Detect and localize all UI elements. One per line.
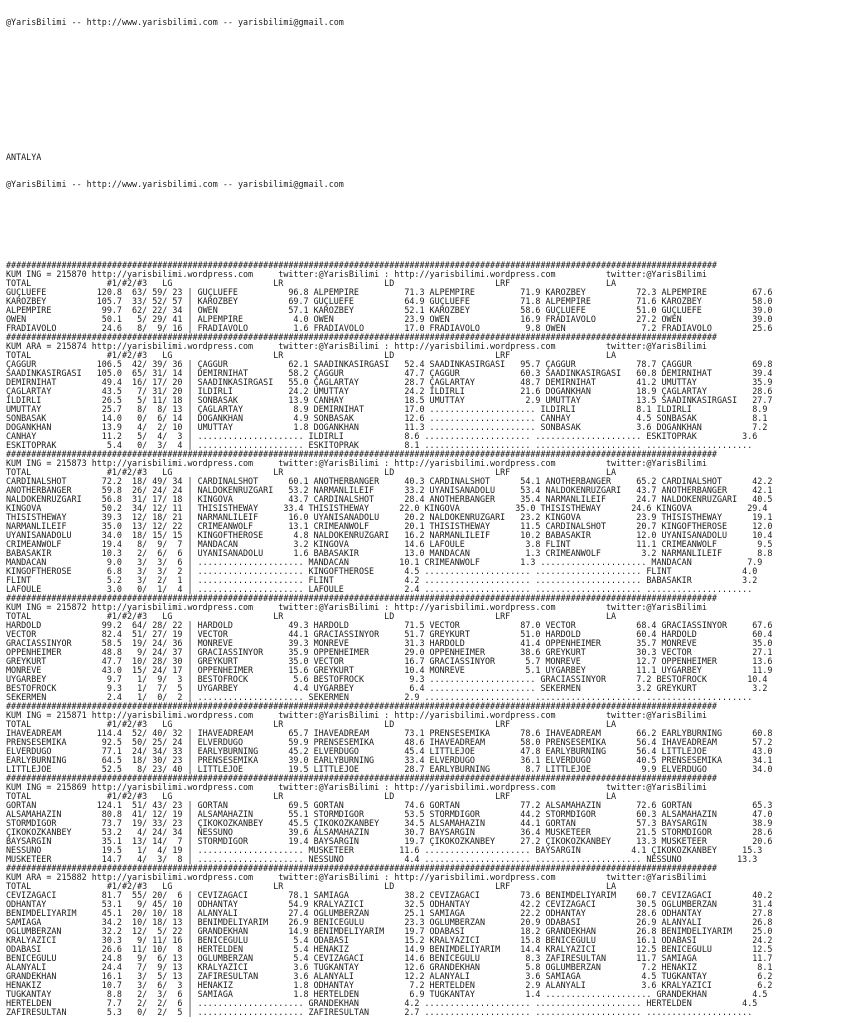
blank-line	[6, 207, 854, 216]
table-row: EARLYBURNING 64.5 18/ 30/ 23 | PRENSESEMIKA 39.0 EARLYBURNING 33.4 ELVERDUGO 36.1 ELVERDUGO 40.5 PRENSESEMIKA 34.1	[6, 756, 773, 765]
race-block	[6, 261, 854, 333]
race-title: KUM ING = 215872 http://yarisbilimi.wordpress.com twitter:@YarisBilimi : http://yarisbilimi.wordpress.com twitter:@YarisBilimi	[6, 603, 707, 612]
table-row: DEMIRNIHAT 49.4 16/ 17/ 20 | SAADINKASIRGASI 55.0 ÇAGLARTAY 28.7 ÇAGLARTAY 48.7 DEMIRNIHAT 41.2 UMUTTAY 35.9	[6, 378, 773, 387]
table-row: SAMIAGA 34.2 10/ 18/ 13 | BENIMDELIYARIM 26.9 BENICEGÜLÜ 23.3 OGLUMBERZAN 20.9 ODABASI 26.9 ALANYALI 26.8	[6, 918, 773, 927]
table-row: UYANISANADOLU 34.0 18/ 15/ 15 | KINGOFTHEROSE 4.8 NALDÖKENRÜZGARI 16.2 NARMANLILEIF 10.2 BABASAKIR 12.0 UYANISANADOLU 10.4	[6, 531, 773, 540]
table-row: HERTELDEN 7.7 2/ 2/ 6 | ..................... GRANDEKHAN 4.2 ..................... ..................... HERTELDEN 4.5	[6, 999, 758, 1008]
table-row: KINGOFTHEROSE 6.8 3/ 3/ 2 | ..................... KINGOFTHEROSE 4.5 ..................... ..................... FLINT 4.0	[6, 567, 758, 576]
table-row: OPPENHEIMER 48.8 9/ 24/ 37 | GRACIASSINYOR 35.9 OPPENHEIMER 29.0 OPPENHEIMER 38.6 GREYKURT 30.3 VECTOR 27.1	[6, 648, 773, 657]
table-row: ODHANTAY 53.1 9/ 45/ 10 | ODHANTAY 54.9 KRALYAZICI 32.5 ODHANTAY 42.2 CEVIZAGACI 30.5 OGLUMBERZAN 31.4	[6, 900, 773, 909]
table-row: STORMDIGOR 73.7 19/ 33/ 23 | ÇIKOKÖZKANBEY 45.5 ÇIKOKÖZKANBEY 34.5 ALSAMAHAZIN 44.1 GORTAN 57.3 BAYSARGIN 38.9	[6, 819, 773, 828]
separator-line: #############################################################################################################################################	[6, 261, 717, 270]
separator-line: #############################################################################################################################################	[6, 594, 717, 603]
race-block	[6, 333, 854, 450]
table-row: TUGKANTAY 8.8 2/ 3/ 6 | SAMIAGA 1.8 HERTELDEN 6.9 TUGKANTAY 1.4 ..................... GRANDEKHAN 4.5	[6, 990, 768, 999]
table-row: BAYSARGIN 35.1 13/ 14/ 7 | STORMDIGOR 19.4 BAYSARGIN 19.7 ÇIKOKÖZKANBEY 27.2 ÇIKOKÖZKANBEY 13.3 MUSKETEER 20.6	[6, 837, 773, 846]
column-header: TOTAL #1/#2/#3 LG LR LD LRF LA	[6, 351, 617, 360]
table-row: CEVIZAGACI 81.7 55/ 20/ 6 | CEVIZAGACI 78.1 SAMIAGA 38.2 CEVIZAGACI 73.6 BENIMDELIYARIM 60.7 CEVIZAGACI 40.2	[6, 891, 773, 900]
table-row: KAROZBEY 105.7 33/ 52/ 57 | KAROZBEY 69.7 GÜÇLÜEFE 64.9 GÜÇLÜEFE 71.8 ALPEMPIRE 71.6 KAROZBEY 58.0	[6, 297, 773, 306]
table-row: MANDACAN 9.0 3/ 3/ 6 | ..................... MANDACAN 10.1 CRIMEANWOLF 1.3 ..................... MANDACAN 7.9	[6, 558, 763, 567]
separator-line: #############################################################################################################################################	[6, 702, 717, 711]
header-contact-line: @YarisBilimi -- http://www.yarisbilimi.com -- yarisbilimi@gmail.com	[6, 18, 344, 27]
table-row: GRANDEKHAN 16.1 3/ 5/ 13 | ZAFIRESULTAN 3.6 ALANYALI 12.2 ALANYALI 3.6 SAMIAGA 4.5 TUGKANTAY 6.2	[6, 972, 773, 981]
column-header: TOTAL #1/#2/#3 LG LR LD LRF LA	[6, 279, 617, 288]
table-row: GÜÇLÜEFE 120.8 63/ 59/ 23 | GÜÇLÜEFE 96.8 ALPEMPIRE 71.3 ALPEMPIRE 71.9 KAROZBEY 72.3 ALPEMPIRE 67.6	[6, 288, 773, 297]
table-row: ILDIRLI 26.5 5/ 11/ 18 | SONBASAK 13.9 CANHAY 18.5 UMUTTAY 2.9 UMUTTAY 13.5 SAADINKASIRGASI 27.7	[6, 396, 773, 405]
table-row: THISISTHEWAY 39.3 12/ 18/ 21 | NARMANLILEIF 16.0 UYANISANADOLU 20.2 NALDÖKENRÜZGARI 23.2 KINGOVA 23.9 THISISTHEWAY 19.1	[6, 513, 773, 522]
table-row: IHAVEADREAM 114.4 52/ 40/ 32 | IHAVEADREAM 65.7 IHAVEADREAM 73.1 PRENSESEMIKA 78.6 IHAVEADREAM 66.2 EARLYBURNING 60.8	[6, 729, 773, 738]
column-header: TOTAL #1/#2/#3 LG LR LD LRF LA	[6, 720, 617, 729]
table-row: LITTLEJOE 52.5 8/ 23/ 40 | LITTLEJOE 19.5 LITTLEJOE 28.7 EARLYBURNING 8.7 LITTLEJOE 9.9 ELVERDUGO 34.0	[6, 765, 773, 774]
table-row: ALPEMPIRE 99.7 62/ 22/ 34 | OWEN 57.1 KAROZBEY 52.1 KAROZBEY 58.6 GÜÇLÜEFE 51.0 GÜÇLÜEFE 39.0	[6, 306, 773, 315]
table-row: BABASAKIR 10.3 2/ 6/ 6 | UYANISANADOLU 1.6 BABASAKIR 13.0 MANDACAN 1.3 CRIMEANWOLF 3.2 NARMANLILEIF 8.8	[6, 549, 773, 558]
table-row: BENICEGÜLÜ 24.8 9/ 6/ 13 | OGLUMBERZAN 5.4 CEVIZAGACI 14.6 BENICEGÜLÜ 8.3 ZAFIRESULTAN 11.7 SAMIAGA 11.7	[6, 954, 773, 963]
race-block	[6, 594, 854, 702]
table-row: LAFOULE 3.0 0/ 1/ 4 | ..................... LAFOULE 2.4 ..................... ..................... .....................	[6, 585, 753, 594]
table-row: ANOTHERBANGER 59.8 26/ 24/ 24 | NALDÖKENRÜZGARI 53.2 NARMANLILEIF 33.2 UYANISANADOLU 53.4 NALDÖKENRÜZGARI 43.7 ANOTHERBANGER 42.1	[6, 486, 773, 495]
separator-line: #############################################################################################################################################	[6, 774, 717, 783]
table-row: UMUTTAY 25.7 8/ 8/ 13 | ÇAGLARTAY 8.9 DEMIRNIHAT 17.0 ..................... ILDIRLI 8.1 ILDIRLI 8.9	[6, 405, 768, 414]
table-row: OWEN 50.1 5/ 29/ 41 | ALPEMPIRE 4.0 OWEN 23.9 OWEN 16.9 FRADIAVOLO 27.2 OWEN 39.0	[6, 315, 773, 324]
table-row: NARMANLILEIF 35.0 13/ 12/ 22 | CRIMEANWOLF 13.1 CRIMEANWOLF 20.1 THISISTHEWAY 11.5 CARDINALSHOT 20.7 KINGOFTHEROSE 12.0	[6, 522, 773, 531]
header-contact-line: @YarisBilimi -- http://www.yarisbilimi.com -- yarisbilimi@gmail.com	[6, 180, 344, 189]
race-title: KUM ING = 215869 http://yarisbilimi.wordpress.com twitter:@YarisBilimi : http://yarisbilimi.wordpress.com twitter:@YarisBilimi	[6, 783, 707, 792]
separator-line: #############################################################################################################################################	[6, 450, 717, 459]
race-title: KUM ING = 215870 http://yarisbilimi.wordpress.com twitter:@YarisBilimi : http://yarisbilimi.wordpress.com twitter:@YarisBilimi	[6, 270, 707, 279]
column-header: TOTAL #1/#2/#3 LG LR LD LRF LA	[6, 792, 617, 801]
city-title: ANTALYA	[6, 153, 42, 162]
race-block	[6, 864, 854, 1017]
blank-line	[6, 126, 854, 135]
table-row: ALSAMAHAZIN 80.8 41/ 12/ 19 | ALSAMAHAZIN 55.1 STORMDIGOR 53.5 STORMDIGOR 44.2 STORMDIGOR 60.3 ALSAMAHAZIN 47.0	[6, 810, 773, 819]
blank-line	[6, 45, 854, 54]
table-row: FRADIAVOLO 24.6 8/ 9/ 16 | FRADIAVOLO 1.6 FRADIAVOLO 17.0 FRADIAVOLO 9.8 OWEN 7.2 FRADIAVOLO 25.6	[6, 324, 773, 333]
table-row: SAADINKASIRGASI 105.0 65/ 31/ 14 | DEMIRNIHAT 58.2 ÇAGGÜR 47.7 ÇAGGÜR 60.3 SAADINKASIRGASI 60.8 DEMIRNIHAT 39.4	[6, 369, 773, 378]
race-tables	[6, 261, 854, 1017]
table-row: ÇAGLARTAY 43.5 7/ 31/ 20 | ILDIRLI 24.2 UMUTTAY 24.2 ILDIRLI 21.6 DOGANKHAN 18.9 ÇAGLARTAY 28.6	[6, 387, 773, 396]
table-row: MONREVE 43.0 15/ 24/ 17 | OPPENHEIMER 15.6 GREYKURT 10.4 MONREVE 5.1 UYGARBEY 11.1 UYGARBEY 11.9	[6, 666, 773, 675]
table-row: GREYKURT 47.7 10/ 28/ 30 | GREYKURT 35.0 VECTOR 16.7 GRACIASSINYOR 5.7 MONREVE 12.7 OPPENHEIMER 13.6	[6, 657, 773, 666]
race-title: KUM ARA = 215874 http://yarisbilimi.wordpress.com twitter:@YarisBilimi : http://yarisbilimi.wordpress.com twitter:@YarisBilimi	[6, 342, 707, 351]
blank-line	[6, 72, 854, 81]
table-row: KINGOVA 50.2 34/ 12/ 11 | THISISTHEWAY 33.4 THISISTHEWAY 22.0 KINGOVA 35.0 THISISTHEWAY 24.6 KINGOVA 29.4	[6, 504, 768, 513]
document-page	[6, 0, 854, 1023]
table-row: BESTOFROCK 9.3 1/ 7/ 5 | UYGARBEY 4.4 UYGARBEY 6.4 ..................... SEKERMEN 3.2 GREYKURT 3.2	[6, 684, 768, 693]
table-row: SEKERMEN 2.4 1/ 0/ 2 | ..................... SEKERMEN 2.9 ..................... ..................... .....................	[6, 693, 753, 702]
separator-line: #############################################################################################################################################	[6, 333, 717, 342]
table-row: DOGANKHAN 13.9 4/ 2/ 10 | UMUTTAY 1.8 DOGANKHAN 11.3 ..................... SONBASAK 3.6 DOGANKHAN 7.2	[6, 423, 768, 432]
table-row: ÇAGGÜR 106.5 42/ 39/ 36 | ÇAGGÜR 62.1 SAADINKASIRGASI 52.4 SAADINKASIRGASI 95.7 ÇAGGÜR 78.7 ÇAGGÜR 69.8	[6, 360, 773, 369]
table-row: MUSKETEER 14.7 4/ 3/ 8 | ..................... NESSUNO 4.4 ..................... ..................... NESSUNO 13.3	[6, 855, 758, 864]
table-row: HARDOLD 99.2 64/ 28/ 22 | HARDOLD 49.3 HARDOLD 71.5 VECTOR 87.0 VECTOR 68.4 GRACIASSINYOR 67.6	[6, 621, 773, 630]
table-row: GORTAN 124.1 51/ 43/ 23 | GORTAN 69.5 GORTAN 74.6 GORTAN 77.2 ALSAMAHAZIN 72.6 GORTAN 65.3	[6, 801, 773, 810]
table-row: ZAFIRESULTAN 5.3 0/ 2/ 5 | ..................... ZAFIRESULTAN 2.7 ..................... ..................... .....................	[6, 1008, 753, 1017]
table-row: VECTOR 82.4 51/ 27/ 19 | VECTOR 44.1 GRACIASSINYOR 51.7 GREYKURT 51.0 HARDOLD 60.4 HARDOLD 60.4	[6, 630, 773, 639]
table-row: BENIMDELIYARIM 45.1 20/ 10/ 18 | ALANYALI 27.4 OGLUMBERZAN 25.1 SAMIAGA 22.2 ODHANTAY 28.6 ODHANTAY 27.8	[6, 909, 773, 918]
table-row: CRIMEANWOLF 19.4 8/ 9/ 7 | MANDACAN 3.2 KINGOVA 14.6 LAFOULE 3.8 FLINT 11.1 CRIMEANWOLF 9.5	[6, 540, 773, 549]
table-row: KRALYAZICI 30.3 9/ 11/ 16 | BENICEGÜLÜ 5.4 ODABASI 15.2 KRALYAZICI 15.8 BENICEGÜLÜ 16.1 ODABASI 24.2	[6, 936, 773, 945]
separator-line: #############################################################################################################################################	[6, 864, 717, 873]
table-row: ESKITOPRAK 5.4 0/ 3/ 4 | ..................... ESKITOPRAK 8.1 ..................... ..................... .....................	[6, 441, 753, 450]
table-row: CANHAY 11.2 5/ 4/ 3 | ..................... ILDIRLI 8.6 ..................... ..................... ESKITOPRAK 3.6	[6, 432, 758, 441]
table-row: HENAKIZ 10.7 3/ 6/ 3 | HENAKIZ 1.8 ODHANTAY 7.2 HERTELDEN 2.9 ALANYALI 3.6 KRALYAZICI 6.2	[6, 981, 773, 990]
race-title: KUM ING = 215871 http://yarisbilimi.wordpress.com twitter:@YarisBilimi : http://yarisbilimi.wordpress.com twitter:@YarisBilimi	[6, 711, 707, 720]
table-row: ODABASI 26.6 11/ 10/ 8 | HERTELDEN 5.4 HENAKIZ 14.9 BENIMDELIYARIM 14.4 KRALYAZICI 12.5 BENICEGÜLÜ 12.5	[6, 945, 773, 954]
race-block	[6, 702, 854, 774]
table-row: NESSUNO 19.5 1/ 4/ 19 | ..................... MUSKETEER 11.6 ..................... BAYSARGIN 4.1 ÇIKOKÖZKANBEY 15.3	[6, 846, 763, 855]
table-row: ALANYALI 24.4 7/ 9/ 13 | KRALYAZICI 3.6 TUGKANTAY 12.6 GRANDEKHAN 5.8 OGLUMBERZAN 7.2 HENAKIZ 8.1	[6, 963, 773, 972]
table-row: UYGARBEY 9.7 1/ 9/ 3 | BESTOFROCK 5.6 BESTOFROCK 9.3 ..................... GRACIASSINYOR 7.2 BESTOFROCK 10.4	[6, 675, 768, 684]
race-block	[6, 450, 854, 594]
table-row: PRENSESEMIKA 92.5 50/ 25/ 24 | ELVERDUGO 59.9 PRENSESEMIKA 48.6 IHAVEADREAM 58.0 PRENSESEMIKA 56.4 IHAVEADREAM 57.2	[6, 738, 773, 747]
column-header: TOTAL #1/#2/#3 LG LR LD LRF LA	[6, 468, 617, 477]
table-row: SONBASAK 14.0 0/ 6/ 14 | DOGANKHAN 4.9 SONBASAK 12.6 ..................... CANHAY 4.5 SONBASAK 8.1	[6, 414, 768, 423]
column-header: TOTAL #1/#2/#3 LG LR LD LRF LA	[6, 612, 617, 621]
table-row: ELVERDUGO 77.1 24/ 34/ 33 | EARLYBURNING 45.2 ELVERDUGO 45.4 LITTLEJOE 47.8 EARLYBURNING 56.4 LITTLEJOE 43.0	[6, 747, 773, 756]
table-row: CARDINALSHOT 72.2 18/ 49/ 34 | CARDINALSHOT 60.1 ANOTHERBANGER 40.3 CARDINALSHOT 54.1 ANOTHERBANGER 65.2 CARDINALSHOT 42.2	[6, 477, 773, 486]
table-row: GRACIASSINYOR 58.5 19/ 24/ 36 | MONREVE 39.3 MONREVE 31.3 HARDOLD 41.4 OPPENHEIMER 35.7 MONREVE 35.0	[6, 639, 773, 648]
column-header: TOTAL #1/#2/#3 LG LR LD LRF LA	[6, 882, 617, 891]
race-block	[6, 774, 854, 864]
blank-line	[6, 234, 854, 243]
table-row: OGLUMBERZAN 32.2 12/ 5/ 22 | GRANDEKHAN 14.9 BENIMDELIYARIM 19.7 ODABASI 18.2 GRANDEKHAN 26.8 BENIMDELIYARIM 25.0	[6, 927, 773, 936]
race-title: KUM ING = 215873 http://yarisbilimi.wordpress.com twitter:@YarisBilimi : http://yarisbilimi.wordpress.com twitter:@YarisBilimi	[6, 459, 707, 468]
blank-line	[6, 99, 854, 108]
table-row: ÇIKOKÖZKANBEY 53.2 4/ 24/ 34 | NESSUNO 39.6 ALSAMAHAZIN 30.7 BAYSARGIN 36.4 MUSKETEER 21.5 STORMDIGOR 28.6	[6, 828, 773, 837]
table-row: NALDÖKENRÜZGARI 56.8 31/ 17/ 18 | KINGOVA 43.7 CARDINALSHOT 28.4 ANOTHERBANGER 35.4 NARMANLILEIF 24.7 NALDÖKENRÜZGARI 40.5	[6, 495, 773, 504]
race-title: KUM ARA = 215882 http://yarisbilimi.wordpress.com twitter:@YarisBilimi : http://yarisbilimi.wordpress.com twitter:@YarisBilimi	[6, 873, 707, 882]
table-row: FLINT 5.2 3/ 2/ 1 | ..................... FLINT 4.2 ..................... ..................... BABASAKIR 3.2	[6, 576, 758, 585]
